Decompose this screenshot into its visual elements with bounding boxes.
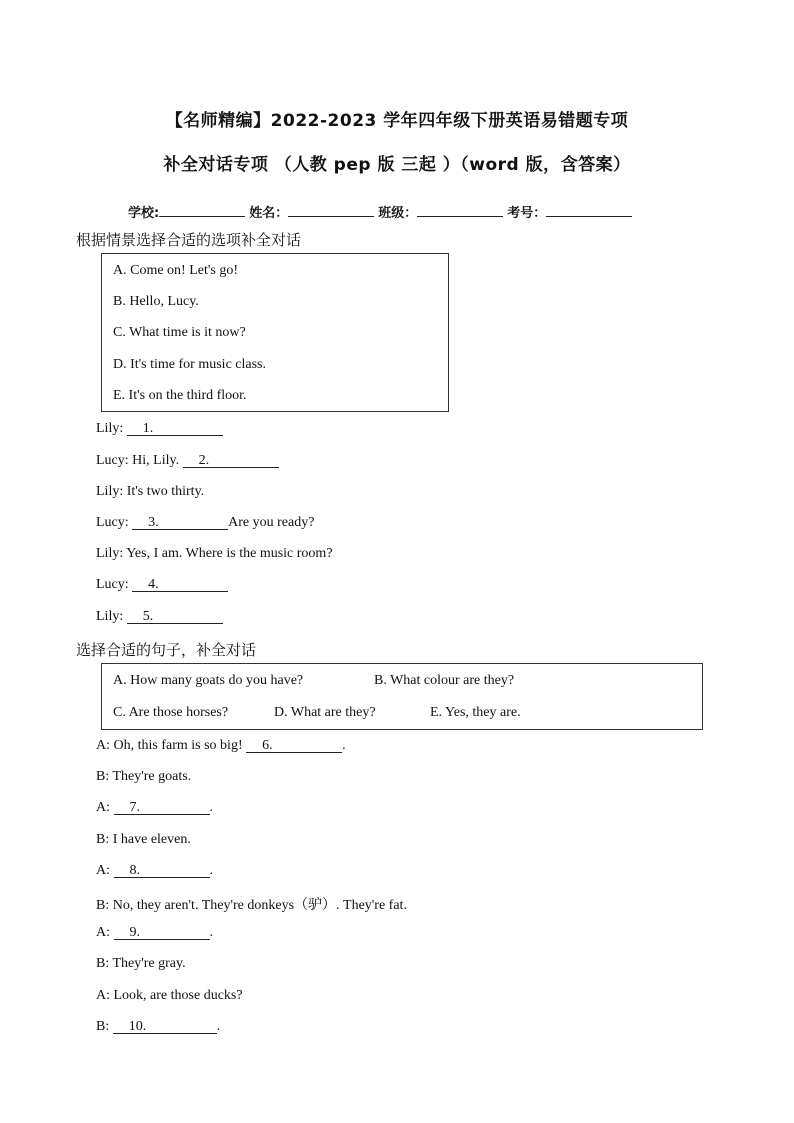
speaker-text: .: [209, 800, 213, 815]
dialogue-line: [96, 421, 223, 437]
answer-blank[interactable]: 7.: [114, 800, 210, 815]
speaker-text: Lily:: [96, 609, 127, 624]
speaker-text: Lucy: Hi, Lily.: [96, 453, 183, 468]
answer-blank[interactable]: 3.: [132, 515, 228, 530]
dialogue-line: [96, 832, 191, 848]
dialogue-line: [96, 800, 213, 816]
speaker-text: A:: [96, 863, 114, 878]
dialogue-line: [96, 988, 243, 1004]
speaker-text: A: Look, are those ducks?: [96, 988, 243, 1003]
dialogue-line: [96, 484, 204, 500]
school-blank[interactable]: [159, 203, 245, 217]
option-item: D. What are they?: [274, 705, 376, 720]
speaker-text: B:: [96, 1019, 113, 1034]
speaker-text: .: [209, 863, 213, 878]
speaker-text: Lily: Yes, I am. Where is the music room?: [96, 546, 333, 561]
dialogue-line: [96, 609, 223, 625]
speaker-text: A:: [96, 800, 114, 815]
answer-blank[interactable]: 10.: [113, 1019, 217, 1034]
dialogue-line: [96, 1019, 220, 1035]
dialogue-line: [96, 956, 186, 972]
student-info-row: [128, 202, 634, 221]
speaker-text: .: [209, 925, 213, 940]
document-title-line2: 补全对话专项 （人教 pep 版 三起 ）（word 版，含答案）: [163, 155, 631, 175]
speaker-text: B: I have eleven.: [96, 832, 191, 847]
speaker-text: .: [342, 738, 346, 753]
school-label: 学校:: [128, 206, 160, 221]
speaker-text: Lucy:: [96, 515, 133, 530]
dialogue-line: [96, 577, 228, 593]
dialogue-line: [96, 863, 213, 879]
exam-no-label: 考号：: [507, 206, 547, 221]
speaker-text: A:: [96, 925, 114, 940]
section1-options-box: [101, 253, 449, 412]
speaker-text: B: They're goats.: [96, 769, 192, 784]
answer-blank[interactable]: 4.: [132, 577, 228, 592]
document-title-line1: 【名师精编】2022-2023 学年四年级下册英语易错题专项: [165, 111, 629, 131]
dialogue-line: [96, 738, 346, 754]
dialogue-line: [96, 453, 279, 469]
name-blank[interactable]: [288, 203, 374, 217]
dialogue-line: [96, 769, 191, 785]
option-item: B. What colour are they?: [374, 673, 515, 688]
exam-no-blank[interactable]: [546, 203, 632, 217]
option-item: E. It's on the third floor.: [113, 388, 247, 403]
section1-heading: 根据情景选择合适的选项补全对话: [76, 231, 302, 249]
answer-blank[interactable]: 9.: [114, 925, 210, 940]
dialogue-line: [96, 925, 213, 941]
answer-blank[interactable]: 8.: [114, 863, 210, 878]
speaker-text: B: They're gray.: [96, 956, 186, 971]
answer-blank[interactable]: 2.: [183, 453, 279, 468]
option-item: C. What time is it now?: [113, 325, 246, 340]
dialogue-line: [96, 894, 407, 914]
class-blank[interactable]: [417, 203, 503, 217]
speaker-text: B: No, they aren't. They're donkeys（驴）. They're fat.: [96, 898, 407, 913]
answer-blank[interactable]: 5.: [127, 609, 223, 624]
speaker-text: Lily:: [96, 421, 127, 436]
option-item: C. Are those horses?: [113, 705, 229, 720]
name-label: 姓名：: [249, 206, 289, 221]
class-label: 班级：: [378, 206, 418, 221]
option-item: E. Yes, they are.: [430, 705, 521, 720]
speaker-text: Lucy:: [96, 577, 133, 592]
dialogue-line: [96, 546, 333, 562]
option-item: A. How many goats do you have?: [113, 673, 304, 688]
speaker-text: A: Oh, this farm is so big!: [96, 738, 247, 753]
option-item: A. Come on! Let's go!: [113, 263, 239, 278]
dialogue-line: [96, 515, 314, 531]
answer-blank[interactable]: 6.: [246, 738, 342, 753]
section2-heading: 选择合适的句子，补全对话: [76, 641, 257, 659]
option-item: D. It's time for music class.: [113, 357, 266, 372]
speaker-text: Are you ready?: [228, 515, 315, 530]
speaker-text: .: [216, 1019, 221, 1034]
speaker-text: Lily: It's two thirty.: [96, 484, 205, 499]
answer-blank[interactable]: 1.: [127, 421, 223, 436]
section2-options-box: [101, 663, 703, 730]
option-item: B. Hello, Lucy.: [113, 294, 199, 309]
